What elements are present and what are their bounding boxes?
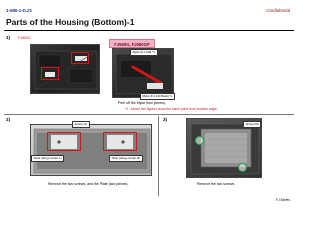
step-2-photo [30, 124, 152, 176]
page-title: Parts of the Housing (Bottom)-1 [6, 17, 135, 27]
document-id: 1-MB-1-D.21 [6, 8, 33, 13]
step-1-number: 1) [6, 35, 11, 40]
step-2-caption: Remove the two screws, and the Plate (two pieces). [48, 182, 129, 186]
title-divider [4, 30, 294, 31]
footer-series: FJ Series [275, 198, 290, 202]
screw-marker [238, 163, 247, 172]
step-1-model-label: FJ800G [18, 36, 31, 40]
highlight-marker [41, 67, 59, 80]
confidential-label: Confidential [266, 8, 290, 13]
step-1-right-photo-art [113, 49, 174, 98]
step-3-caption: Remove the two screws. [197, 182, 236, 186]
highlight-marker [47, 132, 81, 151]
step-1-note: *1 : Above two figures show the same parts from another angle. [125, 107, 218, 111]
model-badge: FJ580G, FJ580GP [109, 39, 155, 48]
step-2-number: 2) [6, 117, 11, 122]
highlight-marker [71, 52, 89, 64]
callout-plate-right: Plate (Hinge Under-R) [109, 155, 143, 162]
callout-mylar-bottom: Mylar (FJ-140 Back) *1 [140, 93, 175, 100]
step-1-caption: Peel off the Mylar (two pieces). [118, 101, 166, 105]
screw-marker [195, 136, 204, 145]
callout-plate-left: Plate (Hinge Under-L) [31, 155, 64, 162]
callout-screw-step-3: Screw (M) [243, 121, 261, 128]
highlight-marker [103, 132, 137, 151]
callout-mylar-top: Mylar (FJ-148) *1 [130, 49, 158, 56]
section-divider [4, 114, 294, 115]
step-3-number: 3) [163, 117, 168, 122]
column-divider [158, 116, 159, 196]
callout-screw-step-2: Screw (4) [72, 121, 90, 128]
step-1-left-photo [30, 44, 100, 94]
